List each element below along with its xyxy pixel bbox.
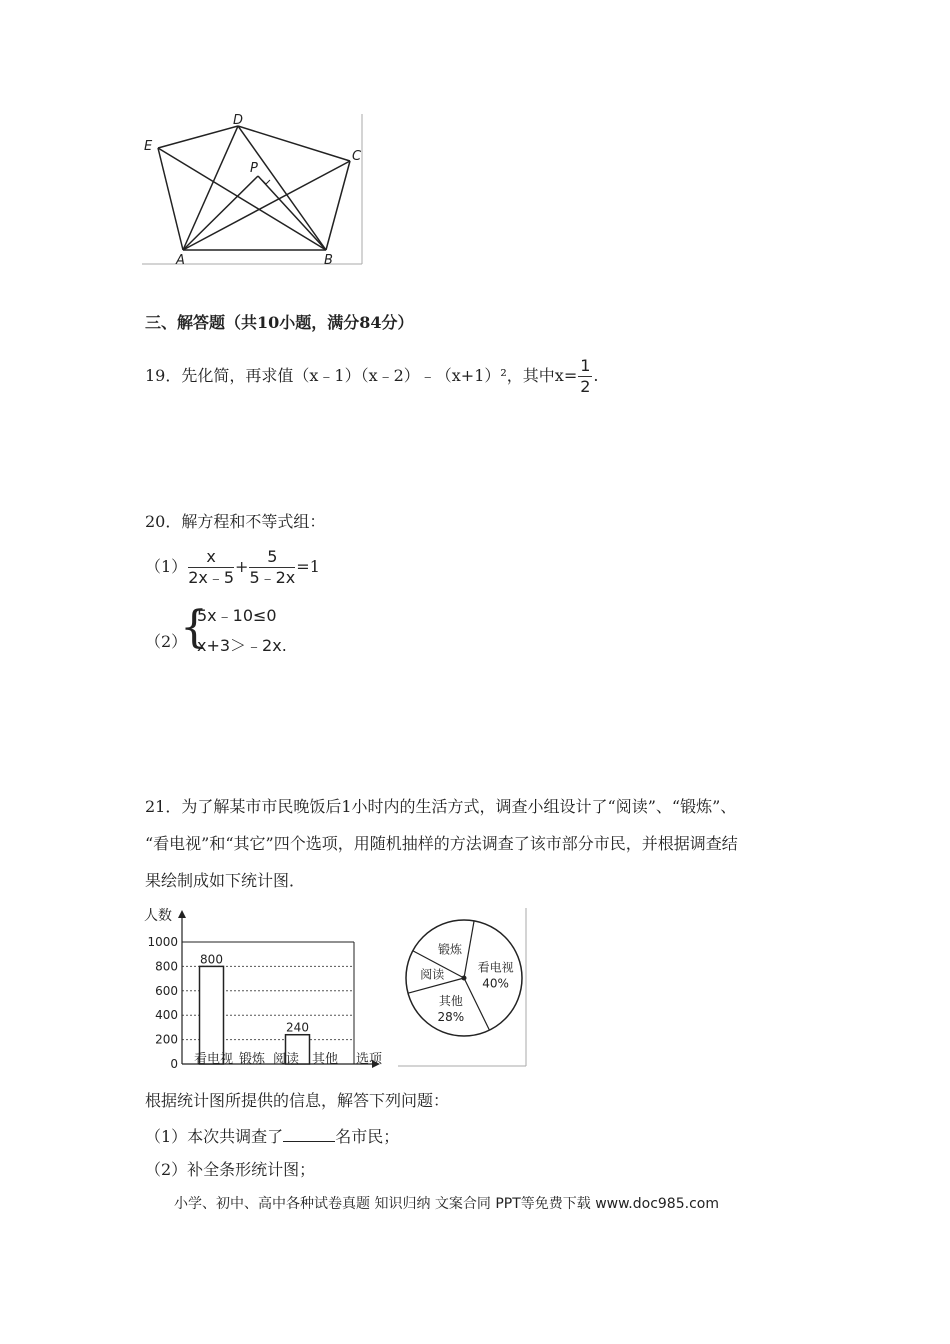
q20-frac2-den: 5﹣2x bbox=[249, 568, 296, 587]
label-p: P bbox=[250, 161, 258, 176]
q20-frac1 bbox=[188, 547, 234, 588]
pie-chart bbox=[398, 908, 528, 1068]
bar-x-labels-area bbox=[146, 1048, 394, 1068]
q20-ineq2: x+3＞﹣2x. bbox=[197, 636, 287, 655]
label-d: D bbox=[233, 113, 244, 128]
pie-slice-pct: 28% bbox=[437, 1010, 465, 1025]
segment-dc bbox=[238, 126, 350, 161]
segment-pb bbox=[258, 176, 326, 250]
segment-eb bbox=[158, 148, 326, 250]
segment-db bbox=[238, 126, 326, 250]
q21-line3: 果绘制成如下统计图． bbox=[145, 871, 306, 890]
q21-sub2: （2）补全条形统计图； bbox=[145, 1160, 316, 1179]
x-tick-label-0: 看电视 bbox=[194, 1052, 234, 1067]
label-c: C bbox=[352, 149, 362, 164]
q20-frac2-num: 5 bbox=[249, 547, 295, 568]
x-tick-label-1: 锻炼 bbox=[239, 1052, 266, 1067]
q19-fraction bbox=[578, 356, 592, 397]
bar-data-label: 800 bbox=[200, 952, 223, 967]
y-axis-label: 人数 bbox=[144, 908, 172, 924]
q21-after-chart: 根据统计图所提供的信息，解答下列问题： bbox=[145, 1091, 450, 1110]
label-a: A bbox=[176, 253, 185, 268]
label-e: E bbox=[144, 139, 153, 154]
q19-tail: . bbox=[593, 366, 599, 385]
segment-cb bbox=[326, 161, 350, 250]
q21-line2: “看电视”和“其它”四个选项，用随机抽样的方法调查了该市部分市民，并根据调查结 bbox=[145, 834, 738, 853]
q21-line1: 21．为了解某市市民晚饭后1小时内的生活方式，调查小组设计了“阅读”、“锻炼”、 bbox=[145, 797, 737, 816]
y-tick-label: 800 bbox=[155, 959, 178, 974]
label-b: B bbox=[324, 253, 333, 268]
y-tick-label: 600 bbox=[155, 983, 178, 998]
segment-ac bbox=[183, 161, 350, 250]
segment-ae bbox=[158, 148, 183, 250]
q20-plus: + bbox=[235, 557, 249, 576]
x-axis-label: 选项 bbox=[356, 1052, 383, 1067]
question-20-stem: 20．解方程和不等式组： bbox=[145, 512, 326, 531]
pie-slice-label: 阅读 bbox=[420, 967, 445, 982]
x-tick-label-2: 阅读 bbox=[273, 1052, 300, 1067]
bar-data-label: 240 bbox=[286, 1020, 309, 1035]
question-20-part1 bbox=[145, 547, 320, 588]
q21-sub1 bbox=[145, 1125, 399, 1148]
q20-frac1-num: x bbox=[188, 547, 234, 568]
q20-eq: =1 bbox=[296, 557, 320, 576]
q20-ineq1: 5x﹣10≤0 bbox=[197, 606, 277, 625]
segment-ed bbox=[158, 126, 238, 148]
q19-frac-den: 2 bbox=[580, 377, 591, 396]
segment-ap bbox=[183, 176, 258, 250]
q21-answer-blank[interactable] bbox=[283, 1125, 335, 1142]
bar-chart bbox=[142, 906, 392, 1068]
q20-frac1-den: 2x﹣5 bbox=[188, 568, 235, 587]
pie-slice-pct: 40% bbox=[482, 976, 509, 991]
question-19 bbox=[145, 356, 599, 397]
y-axis-arrow bbox=[178, 910, 186, 918]
q21-sub1-post: 名市民； bbox=[335, 1127, 400, 1146]
pie-slice-label: 锻炼 bbox=[438, 942, 463, 957]
pie-center bbox=[462, 976, 467, 981]
segment-ad bbox=[183, 126, 238, 250]
page-footer: 小学、初中、高中各种试卷真题 知识归纳 文案合同 PPT等免费下载 www.doc985.com bbox=[174, 1196, 719, 1212]
q20-brace: { bbox=[180, 602, 208, 653]
y-tick-label: 400 bbox=[155, 1008, 178, 1023]
q20-part2-label: （2） bbox=[145, 632, 188, 651]
pie-slice-label: 看电视 bbox=[477, 960, 514, 975]
q20-frac2 bbox=[249, 547, 295, 588]
geometry-figure bbox=[138, 108, 368, 270]
q20-part1-label: （1） bbox=[145, 557, 188, 576]
x-tick-label-3: 其他 bbox=[312, 1052, 339, 1067]
q19-text: 19．先化简，再求值（x﹣1）（x﹣2）﹣（x+1）²，其中x= bbox=[145, 366, 578, 385]
y-tick-label: 200 bbox=[155, 1032, 178, 1047]
section-title: 三、解答题（共10小题，满分84分） bbox=[145, 313, 414, 332]
y-tick-label: 1000 bbox=[147, 935, 178, 949]
y-tick-label: 0 bbox=[170, 1057, 178, 1068]
q19-frac-num: 1 bbox=[580, 356, 591, 375]
q21-sub1-pre: （1）本次共调查了 bbox=[145, 1127, 284, 1146]
pie-slice-label: 其他 bbox=[438, 994, 463, 1009]
